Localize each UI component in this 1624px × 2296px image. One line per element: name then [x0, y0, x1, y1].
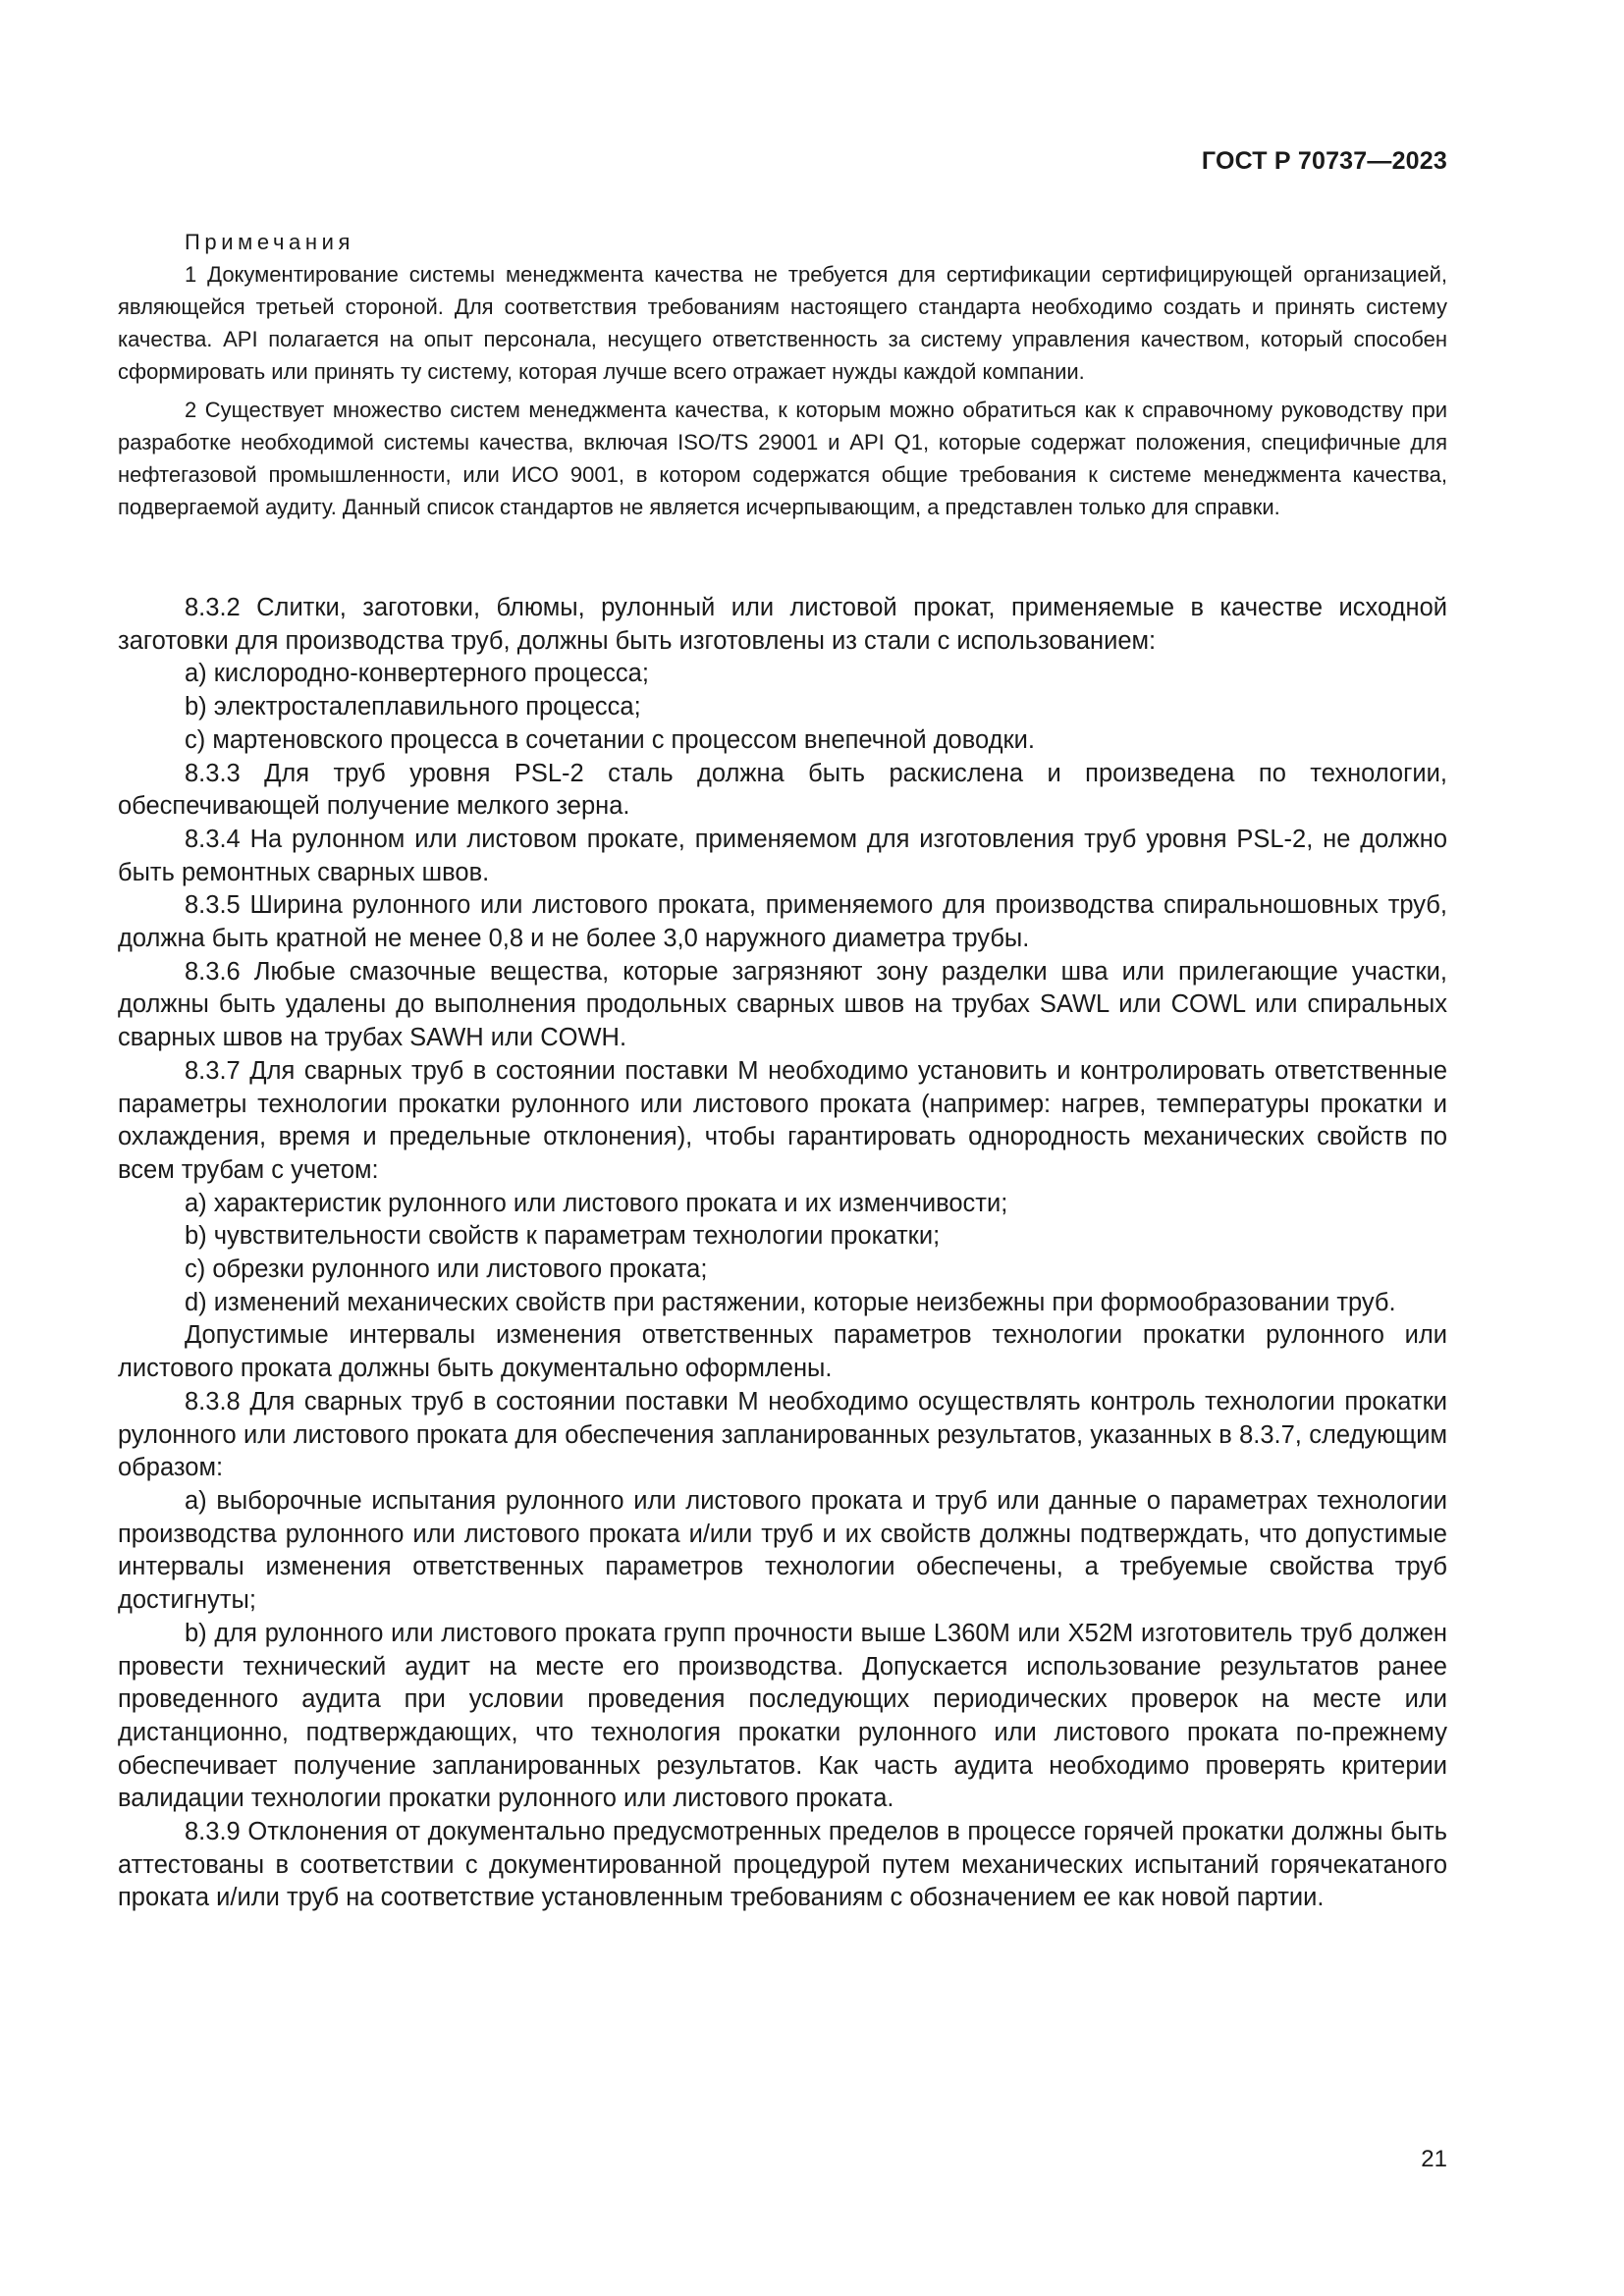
page-number: 21 — [1421, 2146, 1447, 2172]
list-item-b: b) электросталеплавильного процесса; — [185, 693, 641, 721]
clause-8-3-2: 8.3.2 Слитки, заготовки, блюмы, рулонный или листовой прокат, применяемые в качестве исходной заготовки для производства труб, должны быть изготовлены из стали с использованием: — [118, 594, 1447, 655]
clause-8-3-3: 8.3.3 Для труб уровня PSL-2 сталь должна быть раскислена и произведена по технологии, обеспечивающей получение мелкого зерна. — [118, 759, 1447, 821]
clause-8-3-9: 8.3.9 Отклонения от документально предусмотренных пределов в процессе горячей прокатки должны быть аттестованы в соответствии с документированной процедурой путем механических испытаний горячекатаного проката и/или труб на соответствие установленным требованиям с обозначением ее как новой партии. — [118, 1818, 1447, 1912]
list-item-a: a) выборочные испытания рулонного или листового проката и труб или данные о параметрах технологии производства рулонного или листового проката и/или труб и их свойств должны подтверждать, что допустимые интервалы изменения ответственных параметров технологии обеспечены, а требуемые свойства труб достигнуты; — [118, 1486, 1447, 1615]
notes-block — [118, 226, 1447, 529]
main-text — [118, 592, 1447, 1915]
clause-8-3-4: 8.3.4 На рулонном или листовом прокате, применяемом для изготовления труб уровня PSL-2, не должно быть ремонтных сварных швов. — [118, 825, 1447, 886]
clause-8-3-6: 8.3.6 Любые смазочные вещества, которые загрязняют зону разделки шва или прилегающие участки, должны быть удалены до выполнения продольных сварных швов на трубах SAWL или COWL или спиральных сварных швов на трубах SAWH или COWH. — [118, 957, 1447, 1052]
note-1: 1 Документирование системы менеджмента качества не требуется для сертификации сертифицирующей организацией, являющейся третьей стороной. Для соответствия требованиям настоящего стандарта необходимо создать и принять систему качества. API полагается на опыт персонала, несущего ответственность за систему управления качеством, который способен сформировать или принять ту систему, которая лучше всего отражает нужды каждой компании. — [118, 262, 1447, 384]
list-item-d: d) изменений механических свойств при растяжении, которые неизбежны при формообразовании труб. — [185, 1288, 1396, 1316]
list-item-a: a) кислородно-конвертерного процесса; — [185, 660, 649, 688]
clause-8-3-7: 8.3.7 Для сварных труб в состоянии поставки М необходимо установить и контролировать ответственные параметры технологии прокатки рулонного или листового проката (например: нагрев, температуры прокатки и охлаждения, время и предельные отклонения), чтобы гарантировать однородность механических свойств по всем трубам с учетом: — [118, 1056, 1447, 1184]
list-item-a: a) характеристик рулонного или листового проката и их изменчивости; — [185, 1189, 1008, 1217]
list-item-c: c) обрезки рулонного или листового проката; — [185, 1255, 708, 1284]
list-item-b: b) для рулонного или листового проката групп прочности выше L360M или X52M изготовитель труб должен провести технический аудит на месте его производства. Допускается использование результатов ранее проведенного аудита при условии проведения последующих периодических проверок на месте или дистанционно, подтверждающих, что технология прокатки рулонного или листового проката по-прежнему обеспечивает получение запланированных результатов. Как часть аудита необходимо проверять критерии валидации технологии прокатки рулонного или листового проката. — [118, 1619, 1447, 1813]
clause-8-3-8: 8.3.8 Для сварных труб в состоянии поставки М необходимо осуществлять контроль технологии прокатки рулонного или листового проката для обеспечения запланированных результатов, указанных в 8.3.7, следующим образом: — [118, 1387, 1447, 1482]
note-2: 2 Существует множество систем менеджмента качества, к которым можно обратиться как к справочному руководству при разработке необходимой системы качества, включая ISO/TS 29001 и API Q1, которые содержат положения, специфичные для нефтегазовой промышленности, или ИСО 9001, в котором содержатся общие требования к системе менеджмента качества, подвергаемой аудиту. Данный список стандартов не является исчерпывающим, а представлен только для справки. — [118, 398, 1447, 519]
standard-designation: ГОСТ Р 70737—2023 — [1201, 147, 1447, 175]
paragraph-intervals: Допустимые интервалы изменения ответственных параметров технологии прокатки рулонного или листового проката должны быть документально оформлены. — [118, 1321, 1447, 1383]
clause-8-3-5: 8.3.5 Ширина рулонного или листового проката, применяемого для производства спиральношовных труб, должна быть кратной не менее 0,8 и не более 3,0 наружного диаметра трубы. — [118, 891, 1447, 953]
notes-title: Примечания — [185, 230, 355, 254]
list-item-c: c) мартеновского процесса в сочетании с процессом внепечной доводки. — [185, 725, 1035, 754]
list-item-b: b) чувствительности свойств к параметрам технологии прокатки; — [185, 1222, 941, 1251]
